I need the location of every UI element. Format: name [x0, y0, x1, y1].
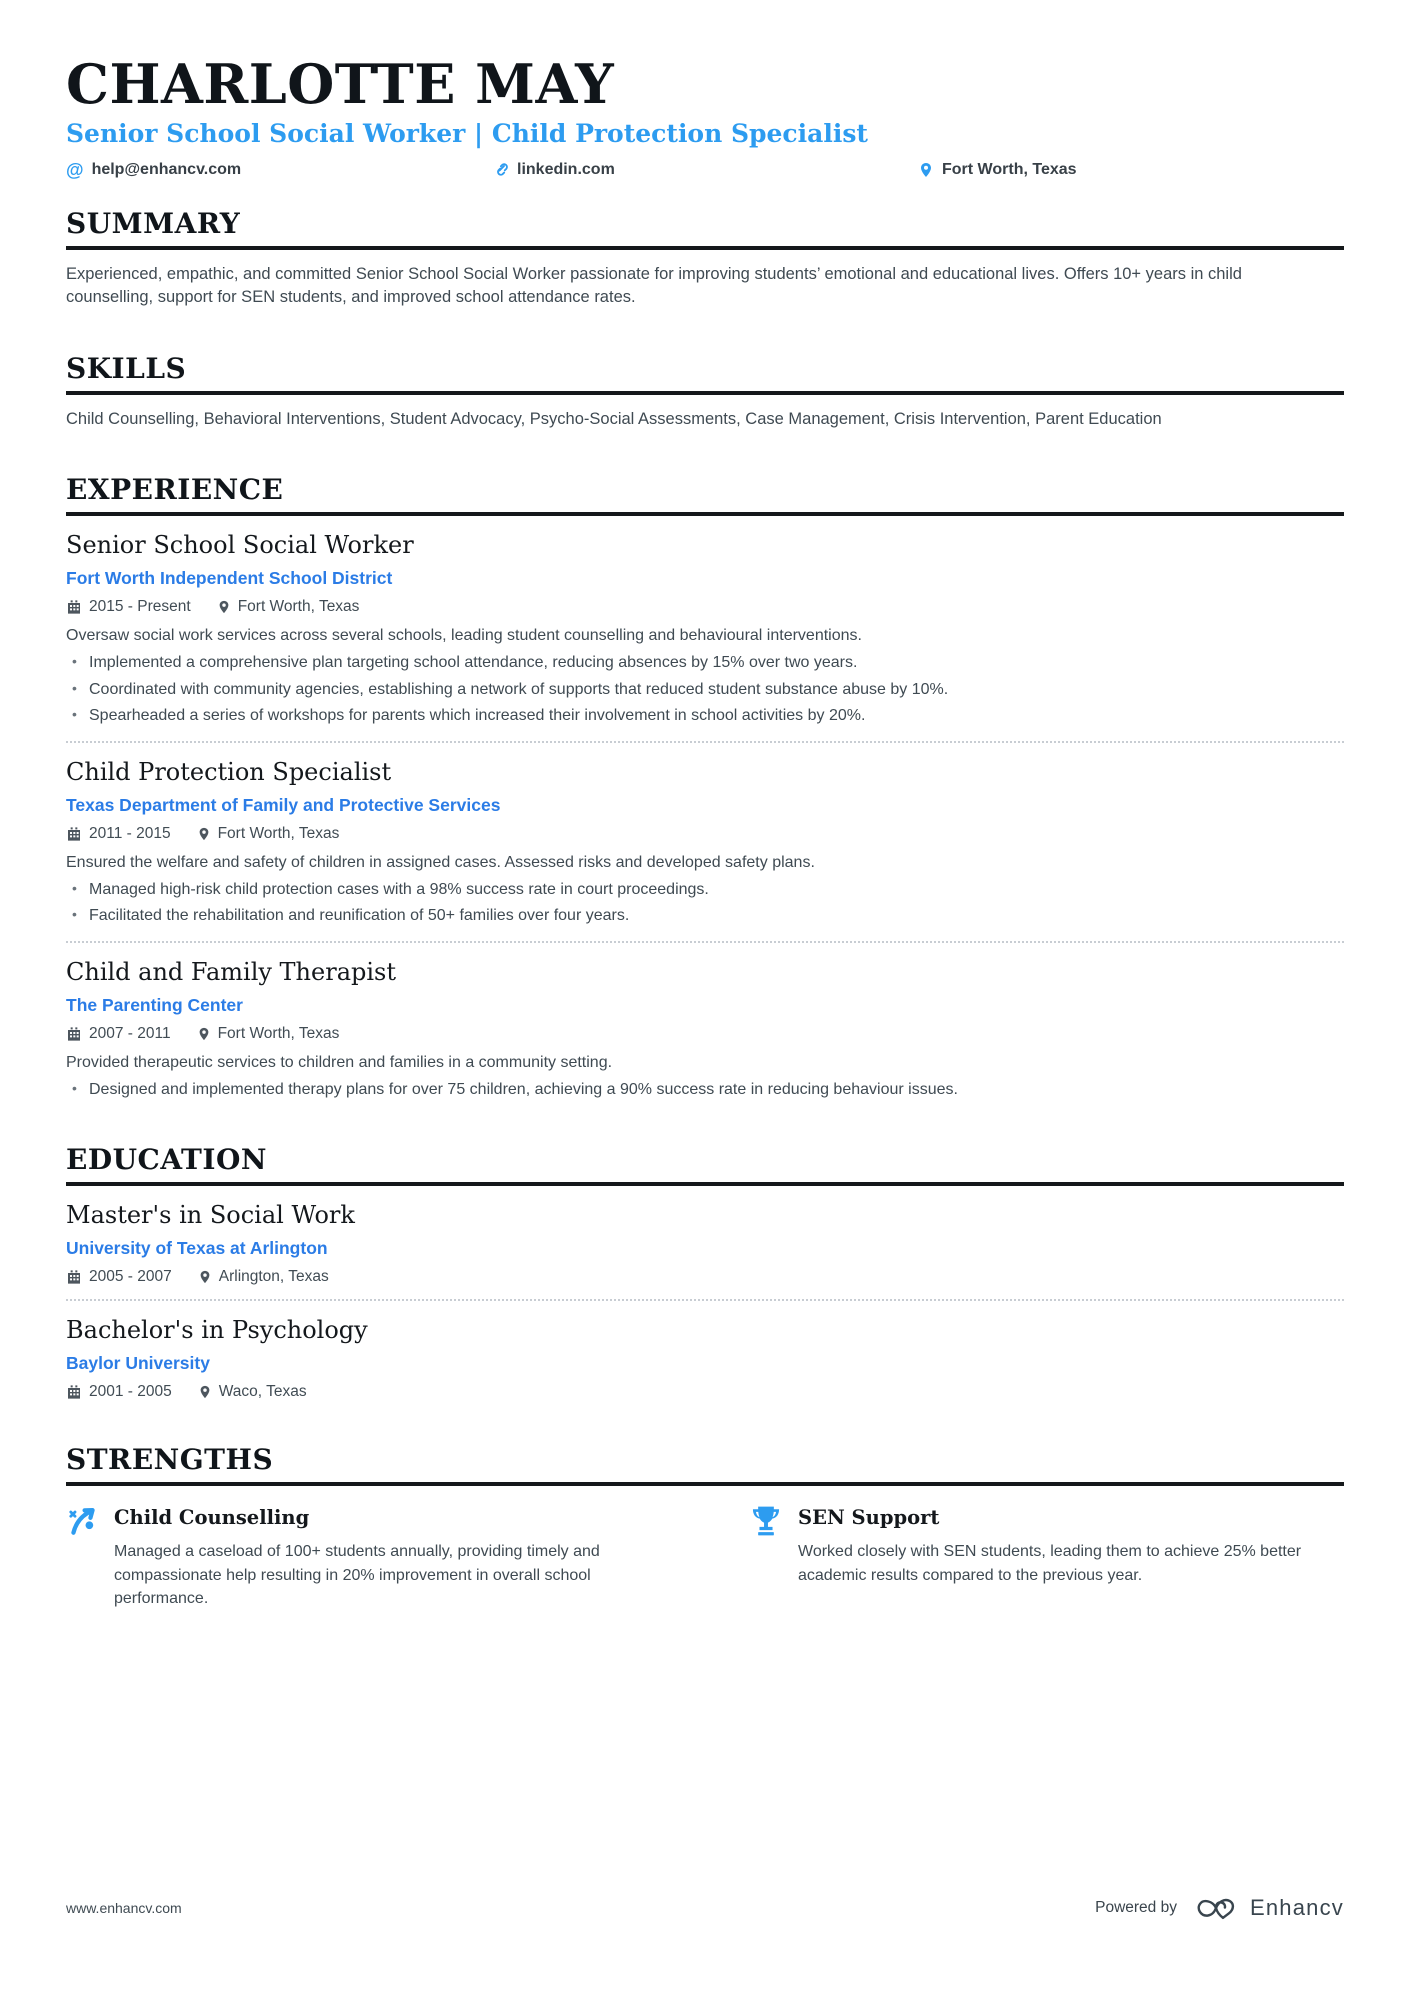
- enhancv-brand[interactable]: [1191, 1893, 1344, 1923]
- strength-item: [750, 1502, 1344, 1610]
- job-description: Ensured the welfare and safety of children in assigned cases. Assessed risks and developed safety plans.: [66, 853, 815, 871]
- summary-text: Experienced, empathic, and committed Senior School Social Worker passionate for improving students’ emotional and educational lives. Offers 10+ years in child counselling, support for SEN students, and improved school attendance rates.: [66, 264, 1242, 307]
- powered-by-label: Powered by: [1095, 1899, 1177, 1916]
- job-description: Provided therapeutic services to children and families in a community setting.: [66, 1053, 613, 1071]
- powered-by: [1095, 1893, 1344, 1923]
- calendar-icon: [66, 1026, 82, 1042]
- job-dates: [66, 598, 191, 616]
- job-meta-row: [66, 825, 1344, 843]
- job-title: Senior School Social Worker: [66, 530, 414, 559]
- education-entry: [66, 1301, 1344, 1401]
- degree-location: [198, 1268, 329, 1286]
- strength-title: Child Counselling: [114, 1506, 310, 1530]
- job-company: Fort Worth Independent School District: [66, 567, 393, 588]
- degree-dates: [66, 1268, 172, 1286]
- page-footer: [66, 1893, 1344, 1923]
- strengths-section: [66, 1443, 1344, 1610]
- candidate-headline: Senior School Social Worker | Child Protection Specialist: [66, 118, 868, 148]
- job-bullet: • Facilitated the rehabilitation and reunification of 50+ families over four years.: [66, 905, 1344, 927]
- degree-school: University of Texas at Arlington: [66, 1238, 328, 1259]
- job-title: Child and Family Therapist: [66, 957, 396, 986]
- location-icon: [217, 599, 231, 615]
- enhancv-logo-icon: [1191, 1893, 1241, 1923]
- summary-heading: SUMMARY: [66, 207, 1344, 250]
- job-meta-row: [66, 598, 1344, 616]
- job-bullet: • Coordinated with community agencies, establishing a network of supports that reduced student substance abuse by 10%.: [66, 679, 1344, 701]
- job-dates-text: 2011 - 2015: [89, 824, 171, 842]
- degree-location: [198, 1383, 307, 1401]
- strategy-icon: [66, 1502, 114, 1610]
- job-title: Child Protection Specialist: [66, 757, 392, 786]
- job-dates-text: 2015 - Present: [89, 597, 191, 615]
- degree-location-text: Waco, Texas: [218, 1383, 307, 1401]
- contact-location: [918, 161, 1344, 179]
- at-icon: @: [66, 159, 84, 180]
- strength-body: [798, 1502, 1344, 1610]
- education-entry: [66, 1186, 1344, 1301]
- summary-section: [66, 207, 1344, 310]
- contact-email[interactable]: [66, 161, 492, 179]
- degree-dates-text: 2001 - 2005: [89, 1383, 172, 1401]
- location-icon: [197, 1026, 211, 1042]
- link-icon: [492, 161, 509, 178]
- contact-email-text: help@enhancv.com: [91, 160, 242, 178]
- strength-text: Managed a caseload of 100+ students annually, providing timely and compassionate help resulting in 20% improvement in overall school performance.: [114, 1543, 600, 1607]
- skills-heading: SKILLS: [66, 352, 1344, 395]
- degree-meta-row: [66, 1268, 1344, 1286]
- job-bullet: • Designed and implemented therapy plans for over 75 children, achieving a 90% success rate in reducing behaviour issues.: [66, 1079, 1344, 1101]
- job-bullet: • Managed high-risk child protection cases with a 98% success rate in court proceedings.: [66, 879, 1344, 901]
- location-icon: [198, 1384, 212, 1400]
- contact-location-text: Fort Worth, Texas: [942, 160, 1077, 178]
- degree-dates-text: 2005 - 2007: [89, 1268, 172, 1286]
- job-bullet: • Implemented a comprehensive plan targeting school attendance, reducing absences by 15% over two years.: [66, 652, 1344, 674]
- experience-entry: [66, 943, 1344, 1102]
- strength-text: Worked closely with SEN students, leading them to achieve 25% better academic results compared to the previous year.: [798, 1543, 1302, 1584]
- job-location-text: Fort Worth, Texas: [217, 1024, 340, 1042]
- experience-heading: EXPERIENCE: [66, 473, 1344, 516]
- education-section: [66, 1143, 1344, 1401]
- strengths-grid: [66, 1502, 1344, 1610]
- job-location-text: Fort Worth, Texas: [237, 597, 360, 615]
- strengths-heading: STRENGTHS: [66, 1443, 1344, 1486]
- strength-body: [114, 1502, 660, 1610]
- job-dates: [66, 825, 171, 843]
- enhancv-brand-name: Enhancv: [1249, 1895, 1344, 1920]
- enhancv-site-link[interactable]: www.enhancv.com: [66, 1900, 182, 1916]
- degree-location-text: Arlington, Texas: [218, 1268, 329, 1286]
- job-location: [197, 825, 340, 843]
- experience-entry: [66, 743, 1344, 943]
- resume-header: [66, 52, 1344, 180]
- experience-entry: [66, 516, 1344, 743]
- calendar-icon: [66, 1384, 82, 1400]
- location-icon: [197, 826, 211, 842]
- calendar-icon: [66, 1269, 82, 1285]
- contact-row: [66, 161, 1344, 179]
- calendar-icon: [66, 826, 82, 842]
- job-dates: [66, 1025, 171, 1043]
- contact-linkedin-text: linkedin.com: [517, 160, 615, 178]
- job-location: [197, 1025, 340, 1043]
- degree-school: Baylor University: [66, 1353, 210, 1374]
- experience-section: [66, 473, 1344, 1102]
- trophy-icon: [750, 1502, 798, 1610]
- job-location-text: Fort Worth, Texas: [217, 824, 340, 842]
- education-heading: EDUCATION: [66, 1143, 1344, 1186]
- job-dates-text: 2007 - 2011: [89, 1024, 171, 1042]
- job-meta-row: [66, 1025, 1344, 1043]
- strength-item: [66, 1502, 660, 1610]
- candidate-name: CHARLOTTE MAY: [66, 52, 615, 116]
- job-bullet: • Spearheaded a series of workshops for parents which increased their involvement in school activities by 20%.: [66, 705, 1344, 727]
- degree-title: Master's in Social Work: [66, 1201, 355, 1230]
- degree-meta-row: [66, 1383, 1344, 1401]
- strength-title: SEN Support: [798, 1506, 940, 1530]
- degree-dates: [66, 1383, 172, 1401]
- job-company: Texas Department of Family and Protective Services: [66, 794, 501, 815]
- contact-linkedin[interactable]: [492, 161, 918, 179]
- job-bullets: [66, 879, 1344, 928]
- job-company: The Parenting Center: [66, 994, 243, 1015]
- skills-section: [66, 352, 1344, 431]
- calendar-icon: [66, 599, 82, 615]
- location-icon: [918, 161, 934, 179]
- degree-title: Bachelor's in Psychology: [66, 1316, 368, 1345]
- job-bullets: [66, 1079, 1344, 1101]
- job-location: [217, 598, 360, 616]
- job-bullets: [66, 652, 1344, 727]
- skills-text: Child Counselling, Behavioral Interventions, Student Advocacy, Psycho-Social Assessments, Case Management, Crisis Intervention, Parent Education: [66, 409, 1162, 428]
- job-description: Oversaw social work services across several schools, leading student counselling and behavioural interventions.: [66, 626, 862, 644]
- location-icon: [198, 1269, 212, 1285]
